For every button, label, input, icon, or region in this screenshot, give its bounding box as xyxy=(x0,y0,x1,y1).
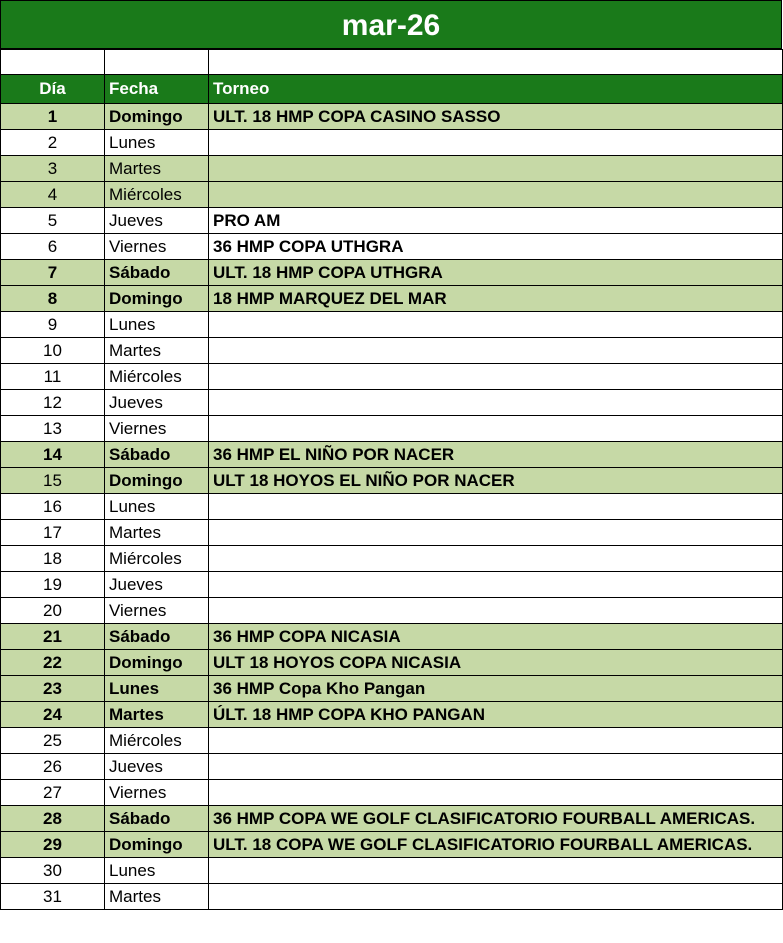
table-row xyxy=(1,286,783,312)
table-row xyxy=(1,728,783,754)
cell-dia[interactable]: 4 xyxy=(1,182,105,208)
table-row xyxy=(1,494,783,520)
cell-torneo[interactable] xyxy=(209,364,783,390)
cell-torneo[interactable] xyxy=(209,494,783,520)
table-row xyxy=(1,208,783,234)
cell-torneo[interactable] xyxy=(209,858,783,884)
table-row xyxy=(1,780,783,806)
cell-dia[interactable]: 22 xyxy=(1,650,105,676)
schedule-table xyxy=(0,49,783,910)
cell-fecha[interactable]: Domingo xyxy=(105,104,209,130)
blank-row xyxy=(1,50,783,75)
cell-dia[interactable]: 7 xyxy=(1,260,105,286)
cell-torneo[interactable]: ULT. 18 HMP COPA CASINO SASSO xyxy=(209,104,783,130)
table-row xyxy=(1,546,783,572)
table-row xyxy=(1,598,783,624)
cell-dia[interactable]: 31 xyxy=(1,884,105,910)
cell-fecha[interactable]: Sábado xyxy=(105,260,209,286)
cell-fecha[interactable]: Domingo xyxy=(105,286,209,312)
cell-torneo[interactable]: ULT. 18 COPA WE GOLF CLASIFICATORIO FOURBALL AMERICAS. xyxy=(209,832,783,858)
cell-fecha[interactable]: Lunes xyxy=(105,494,209,520)
cell-torneo[interactable] xyxy=(209,728,783,754)
cell-dia[interactable]: 21 xyxy=(1,624,105,650)
cell-torneo[interactable] xyxy=(209,572,783,598)
cell-dia[interactable]: 1 xyxy=(1,104,105,130)
cell-fecha[interactable]: Lunes xyxy=(105,130,209,156)
cell-torneo[interactable] xyxy=(209,520,783,546)
table-row xyxy=(1,806,783,832)
table-row xyxy=(1,390,783,416)
cell-fecha[interactable]: Sábado xyxy=(105,806,209,832)
table-row xyxy=(1,468,783,494)
cell-fecha[interactable]: Sábado xyxy=(105,442,209,468)
cell-fecha[interactable]: Domingo xyxy=(105,468,209,494)
cell-torneo[interactable] xyxy=(209,156,783,182)
cell-dia[interactable]: 12 xyxy=(1,390,105,416)
cell-dia[interactable]: 28 xyxy=(1,806,105,832)
table-row xyxy=(1,858,783,884)
cell-torneo[interactable] xyxy=(209,780,783,806)
cell-dia[interactable]: 3 xyxy=(1,156,105,182)
table-row xyxy=(1,676,783,702)
cell-fecha[interactable]: Jueves xyxy=(105,390,209,416)
cell-dia[interactable]: 19 xyxy=(1,572,105,598)
cell-fecha[interactable]: Miércoles xyxy=(105,364,209,390)
cell-torneo[interactable]: 36 HMP COPA WE GOLF CLASIFICATORIO FOURBALL AMERICAS. xyxy=(209,806,783,832)
table-row xyxy=(1,650,783,676)
cell-torneo[interactable]: ULT 18 HOYOS EL NIÑO POR NACER xyxy=(209,468,783,494)
cell-dia[interactable]: 8 xyxy=(1,286,105,312)
table-row xyxy=(1,260,783,286)
cell-fecha[interactable]: Viernes xyxy=(105,416,209,442)
cell-dia[interactable]: 13 xyxy=(1,416,105,442)
cell-torneo[interactable]: ÚLT. 18 HMP COPA KHO PANGAN xyxy=(209,702,783,728)
cell-dia[interactable]: 23 xyxy=(1,676,105,702)
table-row xyxy=(1,156,783,182)
cell-dia[interactable]: 24 xyxy=(1,702,105,728)
table-row xyxy=(1,416,783,442)
cell-torneo[interactable] xyxy=(209,884,783,910)
table-row xyxy=(1,520,783,546)
cell-fecha[interactable]: Viernes xyxy=(105,780,209,806)
cell-fecha[interactable]: Domingo xyxy=(105,650,209,676)
blank-cell[interactable] xyxy=(1,50,105,75)
cell-torneo[interactable]: 36 HMP Copa Kho Pangan xyxy=(209,676,783,702)
header-fecha[interactable]: Fecha xyxy=(105,75,209,104)
cell-fecha[interactable]: Jueves xyxy=(105,208,209,234)
table-row xyxy=(1,312,783,338)
cell-fecha[interactable]: Domingo xyxy=(105,832,209,858)
cell-dia[interactable]: 15 xyxy=(1,468,105,494)
cell-fecha[interactable]: Martes xyxy=(105,702,209,728)
header-torneo[interactable]: Torneo xyxy=(209,75,783,104)
cell-dia[interactable]: 6 xyxy=(1,234,105,260)
table-row xyxy=(1,624,783,650)
cell-torneo[interactable]: 18 HMP MARQUEZ DEL MAR xyxy=(209,286,783,312)
cell-dia[interactable]: 9 xyxy=(1,312,105,338)
table-row xyxy=(1,104,783,130)
cell-torneo[interactable] xyxy=(209,754,783,780)
cell-fecha[interactable]: Martes xyxy=(105,884,209,910)
cell-torneo[interactable]: PRO AM xyxy=(209,208,783,234)
cell-dia[interactable]: 2 xyxy=(1,130,105,156)
cell-fecha[interactable]: Miércoles xyxy=(105,546,209,572)
sheet-title[interactable]: mar-26 xyxy=(0,0,782,49)
cell-fecha[interactable]: Martes xyxy=(105,520,209,546)
table-row xyxy=(1,754,783,780)
blank-cell[interactable] xyxy=(105,50,209,75)
header-row xyxy=(1,75,783,104)
cell-torneo[interactable] xyxy=(209,338,783,364)
cell-torneo[interactable] xyxy=(209,546,783,572)
cell-torneo[interactable] xyxy=(209,130,783,156)
cell-fecha[interactable]: Lunes xyxy=(105,312,209,338)
cell-dia[interactable]: 11 xyxy=(1,364,105,390)
cell-dia[interactable]: 14 xyxy=(1,442,105,468)
cell-dia[interactable]: 5 xyxy=(1,208,105,234)
cell-fecha[interactable]: Sábado xyxy=(105,624,209,650)
cell-torneo[interactable]: 36 HMP COPA UTHGRA xyxy=(209,234,783,260)
cell-torneo[interactable] xyxy=(209,416,783,442)
table-row xyxy=(1,832,783,858)
cell-fecha[interactable]: Viernes xyxy=(105,598,209,624)
cell-torneo[interactable] xyxy=(209,312,783,338)
table-row xyxy=(1,364,783,390)
cell-dia[interactable]: 16 xyxy=(1,494,105,520)
table-row xyxy=(1,702,783,728)
cell-fecha[interactable]: Miércoles xyxy=(105,728,209,754)
cell-fecha[interactable]: Martes xyxy=(105,338,209,364)
cell-fecha[interactable]: Jueves xyxy=(105,572,209,598)
cell-fecha[interactable]: Lunes xyxy=(105,858,209,884)
cell-dia[interactable]: 25 xyxy=(1,728,105,754)
header-dia[interactable]: Día xyxy=(1,75,105,104)
table-row xyxy=(1,442,783,468)
cell-fecha[interactable]: Lunes xyxy=(105,676,209,702)
cell-dia[interactable]: 17 xyxy=(1,520,105,546)
blank-cell[interactable] xyxy=(209,50,783,75)
cell-torneo[interactable]: 36 HMP COPA NICASIA xyxy=(209,624,783,650)
table-row xyxy=(1,234,783,260)
cell-dia[interactable]: 30 xyxy=(1,858,105,884)
cell-fecha[interactable]: Miércoles xyxy=(105,182,209,208)
cell-fecha[interactable]: Jueves xyxy=(105,754,209,780)
cell-fecha[interactable]: Martes xyxy=(105,156,209,182)
cell-torneo[interactable] xyxy=(209,182,783,208)
cell-dia[interactable]: 10 xyxy=(1,338,105,364)
cell-dia[interactable]: 18 xyxy=(1,546,105,572)
cell-torneo[interactable]: 36 HMP EL NIÑO POR NACER xyxy=(209,442,783,468)
cell-dia[interactable]: 20 xyxy=(1,598,105,624)
cell-torneo[interactable] xyxy=(209,390,783,416)
table-row xyxy=(1,572,783,598)
cell-torneo[interactable]: ULT 18 HOYOS COPA NICASIA xyxy=(209,650,783,676)
cell-dia[interactable]: 27 xyxy=(1,780,105,806)
cell-fecha[interactable]: Viernes xyxy=(105,234,209,260)
cell-dia[interactable]: 26 xyxy=(1,754,105,780)
table-row xyxy=(1,130,783,156)
cell-dia[interactable]: 29 xyxy=(1,832,105,858)
cell-torneo[interactable]: ULT. 18 HMP COPA UTHGRA xyxy=(209,260,783,286)
cell-torneo[interactable] xyxy=(209,598,783,624)
table-row xyxy=(1,338,783,364)
table-row xyxy=(1,182,783,208)
table-row xyxy=(1,884,783,910)
